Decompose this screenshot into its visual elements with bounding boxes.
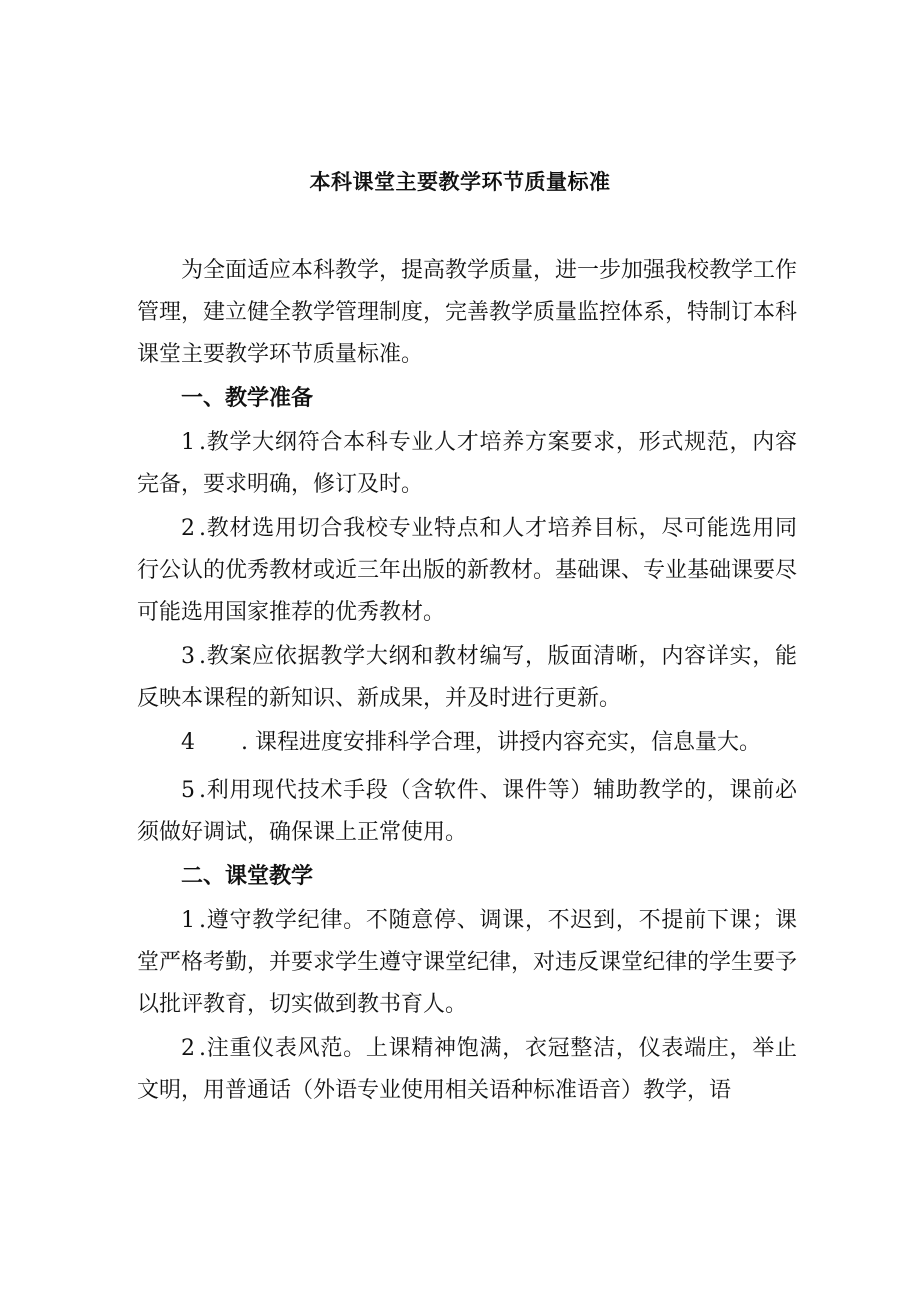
item-number: 2 (181, 516, 195, 541)
list-item (137, 900, 797, 1026)
item-text: .注重仪表风范。上课精神饱满，衣冠整洁，仪表端庄，举止文明，用普通话（外语专业使用相关语种标准语音）教学，语 (137, 1036, 797, 1103)
item-text: .教学大纲符合本科专业人才培养方案要求，形式规范，内容完备，要求明确，修订及时。 (137, 430, 797, 497)
list-item (137, 422, 797, 506)
item-text: .教案应依据教学大纲和教材编写，版面清晰，内容详实，能反映本课程的新知识、新成果，并及时进行更新。 (137, 644, 797, 711)
item-number: 4 (181, 730, 195, 755)
item-number: 5 (181, 778, 195, 803)
item-text: .教材选用切合我校专业特点和人才培养目标，尽可能选用同行公认的优秀教材或近三年出版的新教材。基础课、专业基础课要尽可能选用国家推荐的优秀教材。 (137, 516, 798, 625)
document-body (137, 250, 797, 1114)
list-item (137, 1028, 797, 1112)
list-item (137, 636, 797, 720)
item-number: 2 (181, 1036, 195, 1061)
list-item (137, 508, 797, 634)
item-text: . 课程进度安排科学合理，讲授内容充实，信息量大。 (241, 730, 761, 755)
list-item (137, 722, 797, 764)
item-number: 1 (181, 430, 195, 455)
item-number: 1 (181, 908, 195, 933)
intro-paragraph: 为全面适应本科教学，提高教学质量，进一步加强我校教学工作管理，建立健全教学管理制度，完善教学质量监控体系，特制订本科课堂主要教学环节质量标准。 (137, 258, 798, 367)
list-item (137, 770, 797, 854)
section-heading-preparation: 一、教学准备 (181, 386, 314, 411)
item-text: .利用现代技术手段（含软件、课件等）辅助教学的，课前必须做好调试，确保课上正常使用。 (137, 778, 797, 845)
document-title: 本科课堂主要教学环节质量标准 (309, 170, 611, 194)
item-number: 3 (181, 644, 195, 669)
item-text: .遵守教学纪律。不随意停、调课，不迟到，不提前下课；课堂严格考勤，并要求学生遵守课堂纪律，对违反课堂纪律的学生要予以批评教育，切实做到教书育人。 (137, 908, 798, 1017)
section-heading-classroom: 二、课堂教学 (181, 864, 314, 889)
